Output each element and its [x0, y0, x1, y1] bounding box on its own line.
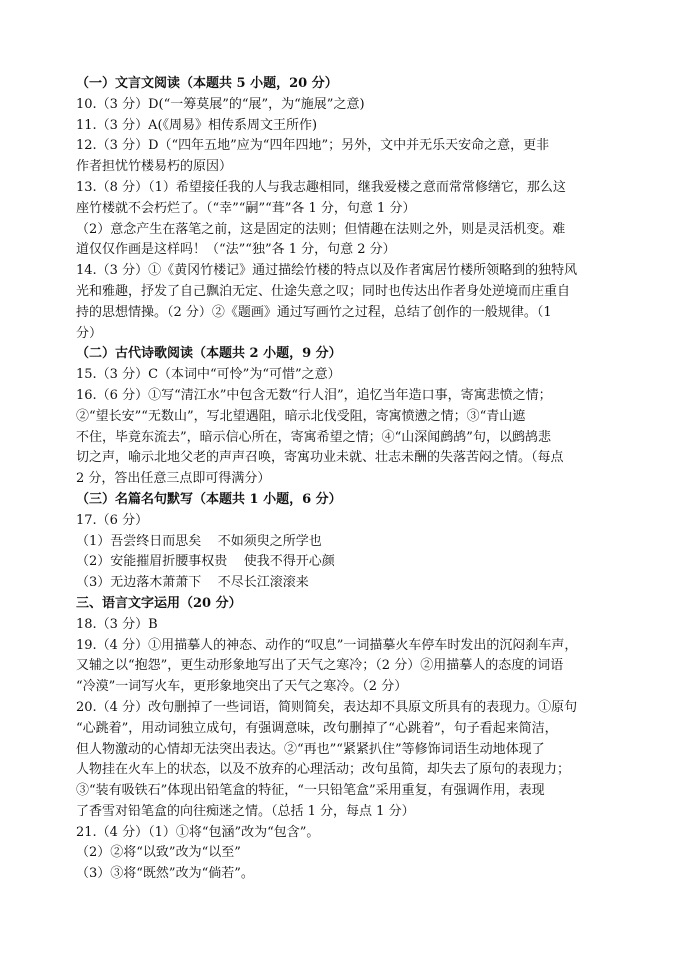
- text-line: 17.（6 分）: [76, 512, 149, 528]
- text-line: 12.（3 分）D（“四年五地”应为“四年四地”；另外，文中并无乐天安命之意，更非: [76, 138, 550, 154]
- text-line: 作者担忧竹楼易朽的原因）: [76, 159, 233, 175]
- text-line: （2）②将“以致”改为“以至”: [76, 845, 241, 861]
- text-line: 19.（4 分）①用描摹人的神态、动作的“叹息”一词描摹火车停车时发出的沉闷刹车声，: [76, 637, 578, 653]
- text-line: “冷漠”一词写火车，更形象地突出了天气之寒冷。（2 分）: [76, 679, 408, 695]
- text-line: 持的思想情操。（2 分）②《题画》通过写画竹之过程，总结了创作的一般规律。（1: [76, 304, 552, 320]
- text-line: ③“装有吸铁石”体现出铅笔盒的特征，“一只铅笔盒”采用重复，有强调作用，表现: [76, 783, 545, 799]
- text-line: 人物挂在火车上的状态，以及不放弃的心理活动；改句虽简，却失去了原句的表现力；: [76, 762, 571, 778]
- text-line: 但人物激动的心情却无法突出表达。②“再也”“紧紧扒住”等修饰词语生动地体现了: [76, 741, 545, 757]
- text-line: 光和雅趣，抒发了自己飘泊无定、仕途失意之叹；同时也传达出作者身处逆境而庄重自: [76, 283, 571, 299]
- text-line: ②“望长安”“无数山”，写北望遇阻，暗示北伐受阻，寄寓愤懑之情；③“青山遮: [76, 408, 526, 424]
- text-line: 分）: [76, 325, 103, 341]
- text-line: 13.（8 分）（1）希望接任我的人与我志趣相同，继我爱楼之意而常常修缮它，那么这: [76, 179, 566, 195]
- text-line: 10.（3 分）D(“一筹莫展”的“展”，为“施展”之意): [76, 96, 365, 112]
- text-line: 座竹楼就不会朽烂了。（“幸”“嗣”“葺”各 1 分，句意 1 分）: [76, 200, 416, 216]
- text-line: 20.（4 分）改句删掉了一些词语，简则简矣，表达却不具原文所具有的表现力。①原句: [76, 699, 578, 715]
- text-line: 16.（6 分）①写“清江水”中包含无数“行人泪”，追忆当年造口事，寄寓悲愤之情；: [76, 387, 552, 403]
- text-line: 14.（3 分）①《黄冈竹楼记》通过描绘竹楼的特点以及作者寓居竹楼所领略到的独特风: [76, 263, 578, 279]
- text-line: 不住，毕竟东流去”，暗示信心所在，寄寓希望之情；④“山深闻鹧鸪”句，以鹧鸪悲: [76, 429, 551, 445]
- text-line: （3）③将“既然”改为“倘若”。: [76, 866, 254, 882]
- text-line: （3）无边落木萧萧下 不尽长江滚滚来: [76, 575, 309, 591]
- text-line: （2）安能摧眉折腰事权贵 使我不得开心颜: [76, 554, 335, 570]
- text-line: 道仅仅作画是这样吗！（“法”“独”各 1 分，句意 2 分）: [76, 242, 396, 258]
- text-line: 了香雪对铅笔盒的向往痴迷之情。（总括 1 分，每点 1 分）: [76, 803, 415, 819]
- section-heading: （二）古代诗歌阅读（本题共 2 小题，9 分）: [76, 346, 342, 362]
- section-heading: （一）文言文阅读（本题共 5 小题，20 分）: [76, 76, 338, 91]
- text-line: 21.（4 分）（1）①将“包涵”改为“包含”。: [76, 824, 320, 840]
- section-heading: 三、语言文字运用（20 分）: [76, 595, 242, 611]
- text-line: 2 分，答出任意三点即可得满分）: [76, 471, 271, 487]
- text-line: 11.（3 分）A(《周易》相传系周文王所作): [76, 117, 318, 133]
- text-line: 15.（3 分）C（本词中“可怜”为“可惜”之意）: [76, 367, 341, 383]
- text-line: 18.（3 分）B: [76, 616, 158, 632]
- text-line: “心跳着”，用动词独立成句，有强调意味，改句删掉了“心跳着”，句子看起来简洁，: [76, 720, 558, 736]
- text-line: 切之声，喻示北地父老的声声召唤，寄寓功业未就、壮志未酬的失落苦闷之情。（每点: [76, 450, 564, 466]
- section-heading: （三）名篇名句默写（本题共 1 小题，6 分）: [76, 491, 342, 507]
- text-line: （2）意念产生在落笔之前，这是固定的法则；但情趣在法则之外，则是灵活机变。难: [76, 221, 566, 237]
- text-line: （1）吾尝终日而思矣 不如须臾之所学也: [76, 533, 322, 549]
- text-line: 又辅之以“抱怨”，更生动形象地写出了天气之寒冷；（2 分）②用描摹人的态度的词语: [76, 658, 564, 674]
